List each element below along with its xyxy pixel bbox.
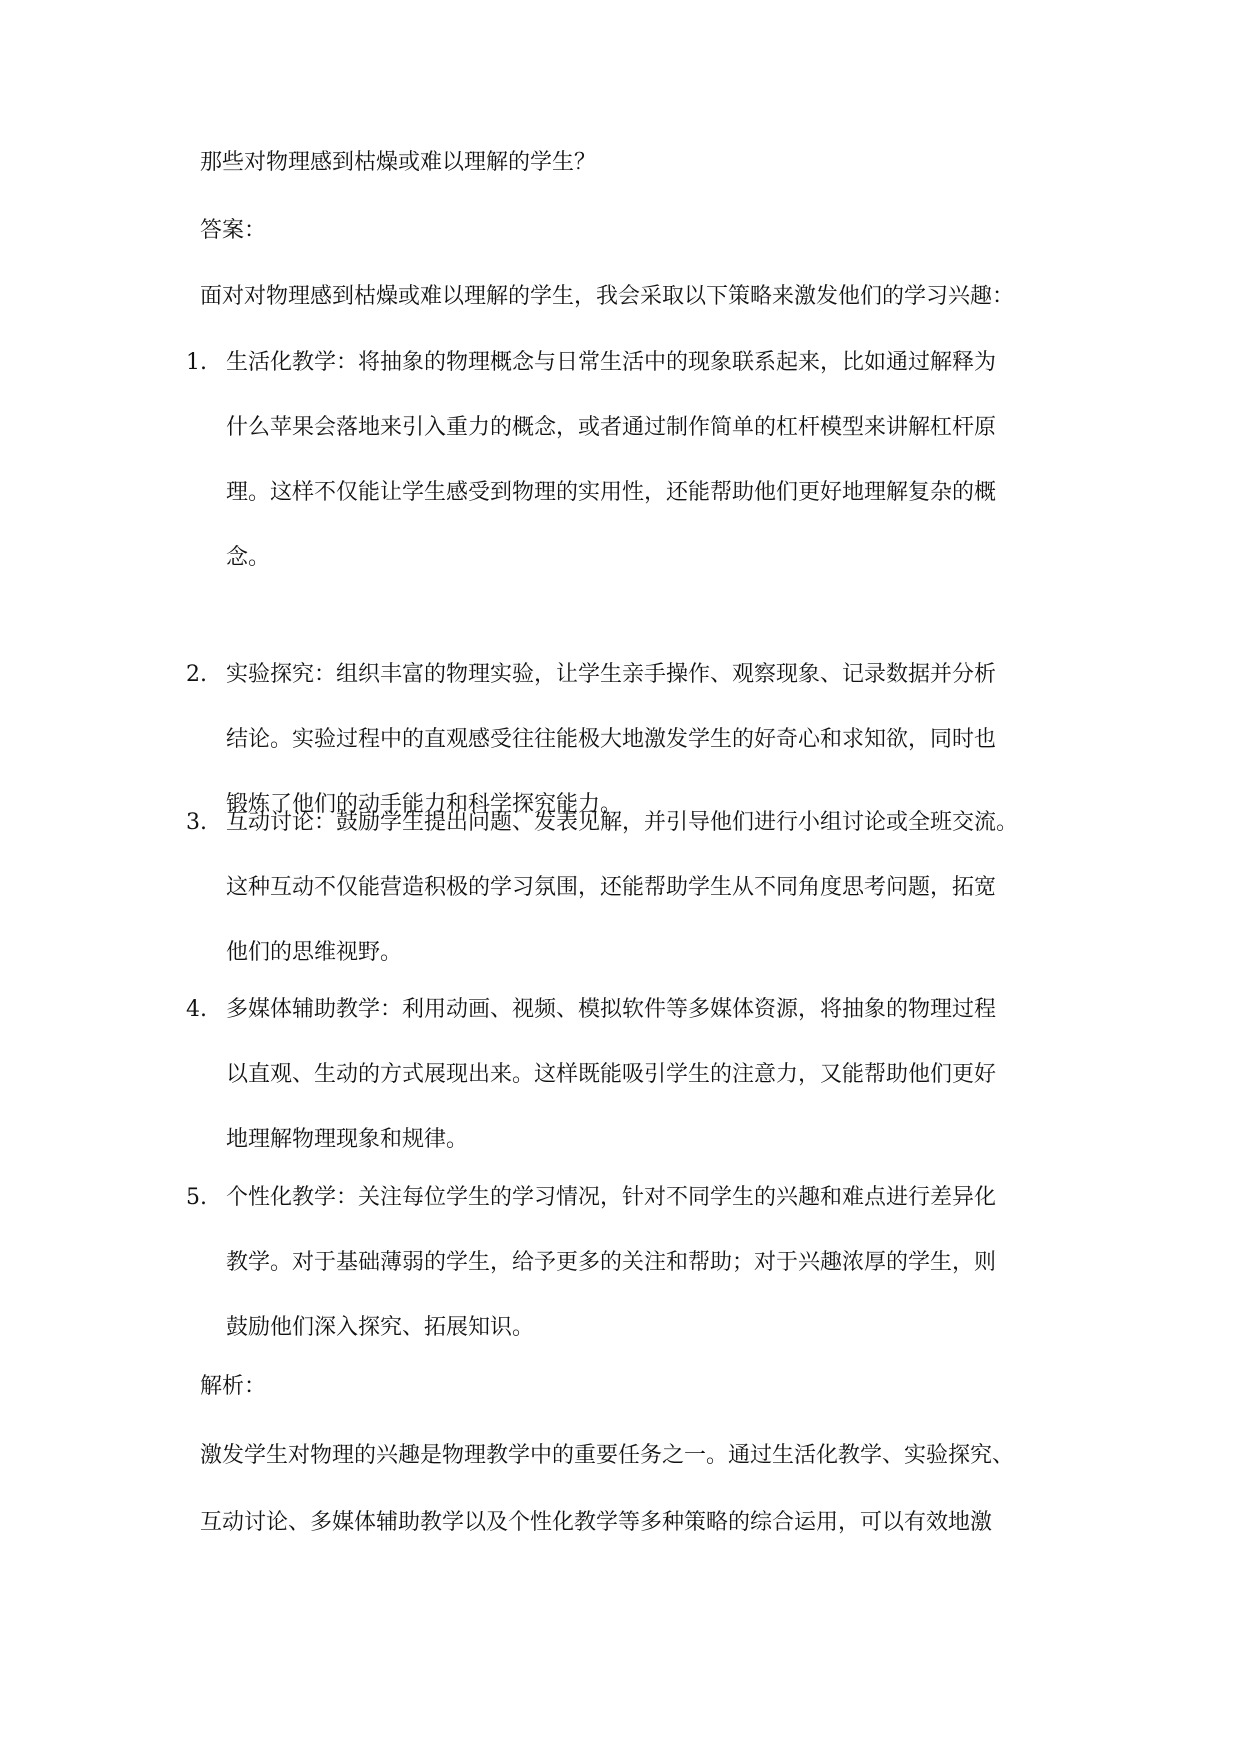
strategy-number: 4. [186, 997, 207, 1022]
strategy-number: 2. [186, 662, 207, 687]
strategy-line: 结论。实验过程中的直观感受往往能极大地激发学生的好奇心和求知欲，同时也 [226, 727, 997, 752]
analysis-label: 解析： [200, 1374, 267, 1399]
answer-label: 答案： [200, 218, 267, 243]
strategy-number: 5. [186, 1185, 207, 1210]
strategy-line: 这种互动不仅能营造积极的学习氛围，还能帮助学生从不同角度思考问题，拓宽 [226, 875, 997, 900]
strategy-line: 理。这样不仅能让学生感受到物理的实用性，还能帮助他们更好地理解复杂的概 [226, 480, 997, 505]
strategy-line: 互动讨论：鼓励学生提出问题、发表见解，并引导他们进行小组讨论或全班交流。 [226, 810, 1019, 835]
strategy-line: 念。 [226, 545, 271, 570]
strategy-line: 锻炼了他们的动手能力和科学探究能力。 [226, 792, 623, 817]
strategy-number: 1. [186, 350, 207, 375]
strategy-line: 个性化教学：关注每位学生的学习情况，针对不同学生的兴趣和难点进行差异化 [226, 1185, 997, 1210]
strategy-number: 3. [186, 810, 207, 835]
question-intro: 那些对物理感到枯燥或难以理解的学生？ [200, 150, 597, 175]
strategy-line: 他们的思维视野。 [226, 940, 403, 965]
analysis-line: 互动讨论、多媒体辅助教学以及个性化教学等多种策略的综合运用，可以有效地激 [200, 1510, 993, 1535]
strategy-line: 生活化教学：将抽象的物理概念与日常生活中的现象联系起来，比如通过解释为 [226, 350, 997, 375]
strategy-line: 鼓励他们深入探究、拓展知识。 [226, 1315, 535, 1340]
strategy-line: 多媒体辅助教学：利用动画、视频、模拟软件等多媒体资源，将抽象的物理过程 [226, 997, 997, 1022]
strategy-line: 实验探究：组织丰富的物理实验，让学生亲手操作、观察现象、记录数据并分析 [226, 662, 997, 687]
analysis-line: 激发学生对物理的兴趣是物理教学中的重要任务之一。通过生活化教学、实验探究、 [200, 1443, 1015, 1468]
answer-lead: 面对对物理感到枯燥或难以理解的学生，我会采取以下策略来激发他们的学习兴趣： [200, 284, 1015, 309]
strategy-line: 什么苹果会落地来引入重力的概念，或者通过制作简单的杠杆模型来讲解杠杆原 [226, 415, 997, 440]
strategy-line: 地理解物理现象和规律。 [226, 1127, 469, 1152]
strategy-line: 以直观、生动的方式展现出来。这样既能吸引学生的注意力，又能帮助他们更好 [226, 1062, 997, 1087]
strategy-line: 教学。对于基础薄弱的学生，给予更多的关注和帮助；对于兴趣浓厚的学生，则 [226, 1250, 997, 1275]
